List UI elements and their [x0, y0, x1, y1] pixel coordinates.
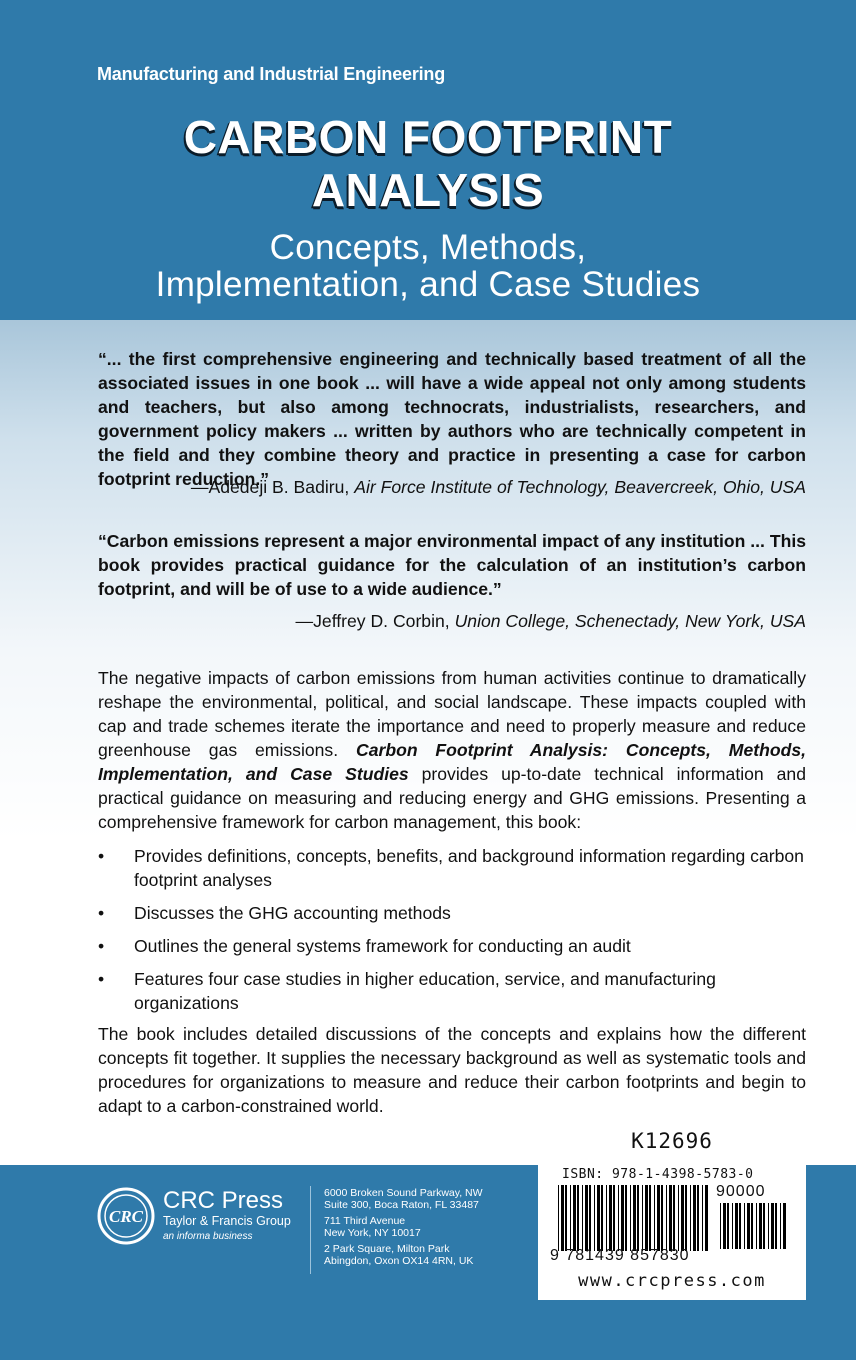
list-item: [98, 934, 808, 958]
address-line: 711 Third Avenue: [324, 1215, 406, 1227]
publisher-group: Taylor & Francis Group: [163, 1214, 291, 1228]
description-paragraph-1: [98, 666, 806, 834]
barcode-bar: [705, 1185, 708, 1251]
price-code: 90000: [716, 1183, 766, 1200]
feature-list: [98, 844, 808, 1024]
barcode-bar: [597, 1185, 600, 1251]
barcode-bar: [601, 1185, 603, 1251]
barcode-bar: [633, 1185, 636, 1251]
barcode-bar: [589, 1185, 591, 1251]
list-item: [98, 844, 808, 892]
barcode-bar: [630, 1185, 631, 1251]
bullet-symbol: •: [98, 903, 105, 923]
barcode-bar: [661, 1185, 663, 1251]
barcode-bar: [673, 1185, 675, 1251]
barcode-bar: [681, 1185, 684, 1251]
book-title-emphasis: Carbon Footprint Analysis: Concepts, Methods, Implementation, and Case Studies: [98, 740, 807, 784]
list-item-text: Features four case studies in higher education, service, and manufacturing organizations: [134, 969, 716, 1013]
barcode-bar: [625, 1185, 627, 1251]
list-item-text: Provides definitions, concepts, benefits, and background information regarding carbon footprint analyses: [134, 846, 804, 890]
barcode-bar: [558, 1185, 559, 1251]
crc-press-logo-icon: [96, 1186, 156, 1246]
barcode-bar: [609, 1185, 612, 1251]
barcode-bar: [780, 1203, 781, 1249]
barcode-panel: [538, 1121, 806, 1300]
catalog-code: K12696: [631, 1129, 713, 1153]
barcode-bar: [693, 1185, 696, 1251]
barcode-bar: [751, 1203, 753, 1249]
publisher-informa: an informa business: [163, 1231, 253, 1242]
barcode-bar: [649, 1185, 651, 1251]
list-item: [98, 967, 808, 1015]
barcode-bar: [594, 1185, 595, 1251]
barcode-bar: [702, 1185, 703, 1251]
endorsement-attribution-2: [296, 611, 806, 632]
barcode-bar: [570, 1185, 571, 1251]
barcode-bar: [771, 1203, 774, 1249]
description-text: provides up-to-date technical information and practical guidance on measuring and reducing energy and GHG emissions. Presenting a comprehensive framework for carbon management, this book:: [98, 764, 806, 832]
barcode-bar: [582, 1185, 583, 1251]
barcode-bar: [678, 1185, 679, 1251]
book-subtitle-line-2: Implementation, and Case Studies: [155, 265, 701, 304]
barcode-bar: [657, 1185, 660, 1251]
barcode-bar: [727, 1203, 729, 1249]
publisher-address-3: [324, 1243, 473, 1267]
publisher-address-2: [324, 1215, 421, 1239]
isbn-number: ISBN: 978-1-4398-5783-0: [562, 1167, 754, 1182]
barcode-bar: [618, 1185, 619, 1251]
barcode-bar: [697, 1185, 699, 1251]
endorser-name: —Adedeji B. Badiru,: [190, 477, 350, 497]
barcode-bar: [637, 1185, 639, 1251]
barcode-bar: [763, 1203, 765, 1249]
barcode-bar: [621, 1185, 624, 1251]
barcode-bar: [720, 1203, 721, 1249]
bullet-symbol: •: [98, 936, 105, 956]
address-line: New York, NY 10017: [324, 1227, 421, 1239]
list-item: [98, 901, 808, 925]
barcode-bar: [739, 1203, 741, 1249]
list-item-text: Outlines the general systems framework for conducting an audit: [134, 936, 631, 956]
barcode-bar: [756, 1203, 757, 1249]
barcode-bar: [768, 1203, 769, 1249]
barcode-bar: [585, 1185, 588, 1251]
barcode-bar: [565, 1185, 567, 1251]
address-line: Abingdon, Oxon OX14 4RN, UK: [324, 1255, 474, 1267]
endorsement-quote-1: “... the first comprehensive engineering and technically based treatment of all the associated issues in one book ... will have a wide appeal not only among students and teachers, but also among technocrats, industrialists, researchers, and government policy makers ... written by authors who are technically competent in the field and they combine theory and practice in presenting a case for carbon footprint reduction.”: [98, 349, 806, 489]
address-divider: [310, 1186, 311, 1274]
list-item-text: Discusses the GHG accounting methods: [134, 903, 451, 923]
series-label: Manufacturing and Industrial Engineering: [97, 64, 446, 84]
description-text: The negative impacts of carbon emissions from human activities continue to dramatically reshape the environmental, political, and social landscape. These impacts coupled with cap and trade schemes iterate the importance and need to properly measure and reduce greenhouse gas emissions.: [98, 668, 806, 760]
endorser-affiliation: Air Force Institute of Technology, Beavercreek, Ohio, USA: [354, 477, 806, 497]
barcode-bar: [561, 1185, 564, 1251]
barcode-bar: [642, 1185, 643, 1251]
barcode-bar: [685, 1185, 687, 1251]
endorser-affiliation: Union College, Schenectady, New York, USA: [454, 611, 806, 631]
address-line: 2 Park Square, Milton Park: [324, 1243, 450, 1255]
ean-barcode: [558, 1185, 708, 1251]
barcode-bar: [645, 1185, 648, 1251]
price-barcode: [720, 1203, 786, 1249]
barcode-bar: [723, 1203, 726, 1249]
barcode-bar: [759, 1203, 762, 1249]
barcode-bar: [577, 1185, 579, 1251]
barcode-bar: [654, 1185, 655, 1251]
book-title-line-1: CARBON FOOTPRINT: [183, 111, 673, 163]
barcode-bar: [669, 1185, 672, 1251]
barcode-bar: [732, 1203, 733, 1249]
ean-number: 9 781439 857830: [550, 1247, 690, 1264]
description-paragraph-2: The book includes detailed discussions of the concepts and explains how the different concepts fit together. It supplies the necessary background as well as systematic tools and procedures for organizations to measure and reduce their carbon footprints and begin to adapt to a carbon-constrained world.: [98, 1024, 806, 1116]
barcode-bar: [735, 1203, 738, 1249]
bullet-symbol: •: [98, 969, 105, 989]
book-title-line-2: ANALYSIS: [311, 164, 545, 216]
publisher-name: CRC Press: [163, 1187, 284, 1214]
book-subtitle-line-1: Concepts, Methods,: [269, 228, 587, 267]
barcode-bar: [613, 1185, 615, 1251]
barcode-bar: [747, 1203, 750, 1249]
address-line: 6000 Broken Sound Parkway, NW: [324, 1187, 483, 1199]
barcode-bar: [775, 1203, 777, 1249]
barcode-bar: [606, 1185, 607, 1251]
barcode-bar: [783, 1203, 786, 1249]
barcode-bar: [666, 1185, 667, 1251]
crc-logo-text: CRC: [108, 1207, 144, 1226]
bullet-symbol: •: [98, 846, 105, 866]
barcode-bar: [744, 1203, 745, 1249]
publisher-address-1: [324, 1187, 483, 1211]
barcode-bar: [573, 1185, 576, 1251]
endorsement-quote-2: “Carbon emissions represent a major environmental impact of any institution ... This book provides practical guidance for the calculation of an institution’s carbon footprint, and will be of use to a wide audience.”: [98, 531, 806, 599]
barcode-bar: [690, 1185, 691, 1251]
publisher-url: www.crcpress.com: [578, 1271, 766, 1291]
address-line: Suite 300, Boca Raton, FL 33487: [324, 1199, 479, 1211]
endorser-name: —Jeffrey D. Corbin,: [295, 611, 450, 631]
endorsement-attribution-1: [191, 477, 806, 498]
